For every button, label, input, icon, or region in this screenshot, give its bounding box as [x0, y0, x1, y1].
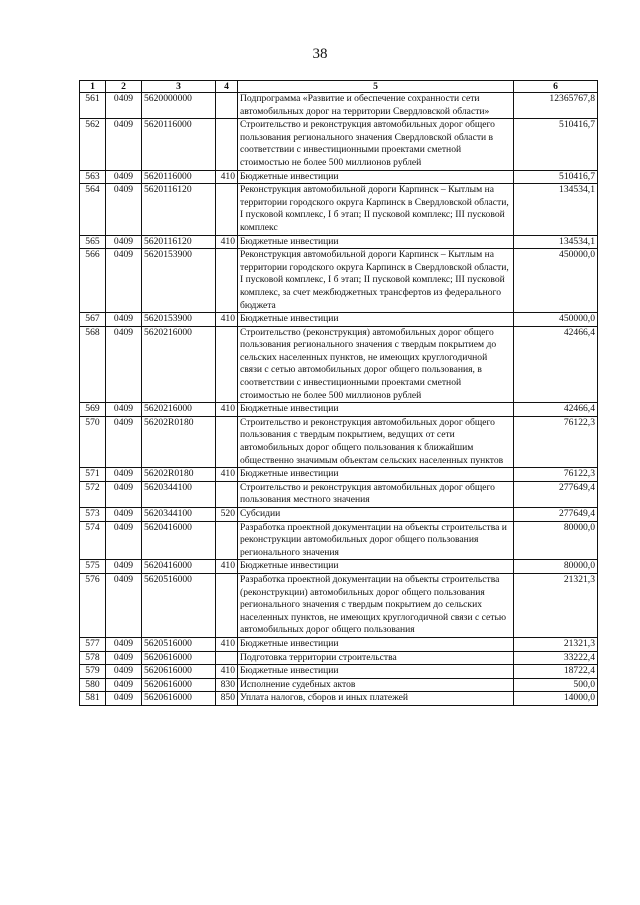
row-number-cell: 566: [80, 249, 106, 313]
target-code-cell: 5620153900: [142, 313, 216, 327]
section-code-cell: 0409: [106, 521, 142, 560]
column-header: 1: [80, 81, 106, 93]
row-number-cell: 574: [80, 521, 106, 560]
amount-cell: 76122,3: [514, 468, 598, 482]
row-number-cell: 577: [80, 637, 106, 651]
column-header: 2: [106, 81, 142, 93]
row-number-cell: 580: [80, 678, 106, 692]
expense-type-cell: [216, 416, 238, 467]
target-code-cell: 5620516000: [142, 637, 216, 651]
table-row: [80, 119, 598, 170]
table-row: [80, 235, 598, 249]
target-code-cell: 5620000000: [142, 93, 216, 119]
section-code-cell: 0409: [106, 313, 142, 327]
table-row: [80, 678, 598, 692]
item-name-cell: Субсидии: [238, 508, 514, 522]
expense-type-cell: 410: [216, 313, 238, 327]
amount-cell: 80000,0: [514, 560, 598, 574]
row-number-cell: 561: [80, 93, 106, 119]
table-row: [80, 184, 598, 235]
target-code-cell: 5620416000: [142, 560, 216, 574]
expense-type-cell: [216, 249, 238, 313]
table-row: [80, 665, 598, 679]
section-code-cell: 0409: [106, 560, 142, 574]
target-code-cell: 5620616000: [142, 651, 216, 665]
row-number-cell: 567: [80, 313, 106, 327]
table-row: [80, 416, 598, 467]
table-row: [80, 508, 598, 522]
amount-cell: 510416,7: [514, 119, 598, 170]
item-name-cell: Бюджетные инвестиции: [238, 637, 514, 651]
item-name-cell: Бюджетные инвестиции: [238, 560, 514, 574]
table-row: [80, 560, 598, 574]
target-code-cell: 5620516000: [142, 573, 216, 637]
table-row: [80, 692, 598, 706]
section-code-cell: 0409: [106, 678, 142, 692]
item-name-cell: Реконструкция автомобильной дороги Карпинск – Кытлым на территории городского округа Карпинск в Свердловской области, I пусковой комплекс, I б этап; II пусковой комплекс; III пусковой комплекс, за счет межбюджетных трансфертов из федерального бюджета: [238, 249, 514, 313]
target-code-cell: 5620416000: [142, 521, 216, 560]
target-code-cell: 5620216000: [142, 326, 216, 403]
row-number-cell: 568: [80, 326, 106, 403]
amount-cell: 18722,4: [514, 665, 598, 679]
section-code-cell: 0409: [106, 508, 142, 522]
amount-cell: 450000,0: [514, 249, 598, 313]
amount-cell: 80000,0: [514, 521, 598, 560]
row-number-cell: 579: [80, 665, 106, 679]
expense-type-cell: [216, 481, 238, 507]
expense-type-cell: 410: [216, 665, 238, 679]
item-name-cell: Бюджетные инвестиции: [238, 170, 514, 184]
table-row: [80, 249, 598, 313]
target-code-cell: 5620216000: [142, 403, 216, 417]
table-row: [80, 326, 598, 403]
item-name-cell: Подготовка территории строительства: [238, 651, 514, 665]
section-code-cell: 0409: [106, 170, 142, 184]
amount-cell: 277649,4: [514, 481, 598, 507]
table-row: [80, 637, 598, 651]
item-name-cell: Строительство и реконструкция автомобильных дорог общего пользования местного значения: [238, 481, 514, 507]
item-name-cell: Бюджетные инвестиции: [238, 403, 514, 417]
expense-type-cell: [216, 119, 238, 170]
item-name-cell: Бюджетные инвестиции: [238, 665, 514, 679]
column-header: 3: [142, 81, 216, 93]
target-code-cell: 5620116000: [142, 119, 216, 170]
amount-cell: 33222,4: [514, 651, 598, 665]
section-code-cell: 0409: [106, 249, 142, 313]
table-row: [80, 403, 598, 417]
table-row: [80, 481, 598, 507]
amount-cell: 510416,7: [514, 170, 598, 184]
target-code-cell: 5620344100: [142, 508, 216, 522]
section-code-cell: 0409: [106, 93, 142, 119]
expense-type-cell: [216, 93, 238, 119]
amount-cell: 12365767,8: [514, 93, 598, 119]
section-code-cell: 0409: [106, 637, 142, 651]
row-number-cell: 578: [80, 651, 106, 665]
item-name-cell: Разработка проектной документации на объекты строительства (реконструкции) автомобильных дорог общего пользования регионального значения с твердым покрытием до сельских населенных пунктов, не имеющих круглогодичной связи с сетью автомобильных дорог общего пользования: [238, 573, 514, 637]
row-number-cell: 571: [80, 468, 106, 482]
row-number-cell: 564: [80, 184, 106, 235]
column-header: 4: [216, 81, 238, 93]
expense-type-cell: 520: [216, 508, 238, 522]
amount-cell: 14000,0: [514, 692, 598, 706]
item-name-cell: Строительство и реконструкция автомобильных дорог общего пользования регионального значения Свердловской области в соответствии с инвестиционными проектами сметной стоимостью не более 500 миллионов рублей: [238, 119, 514, 170]
expense-type-cell: [216, 326, 238, 403]
target-code-cell: 56202R0180: [142, 468, 216, 482]
expense-type-cell: 410: [216, 170, 238, 184]
section-code-cell: 0409: [106, 416, 142, 467]
item-name-cell: Уплата налогов, сборов и иных платежей: [238, 692, 514, 706]
expense-type-cell: 410: [216, 403, 238, 417]
amount-cell: 42466,4: [514, 403, 598, 417]
expense-type-cell: [216, 573, 238, 637]
target-code-cell: 56202R0180: [142, 416, 216, 467]
row-number-cell: 575: [80, 560, 106, 574]
expense-type-cell: [216, 184, 238, 235]
amount-cell: 134534,1: [514, 235, 598, 249]
item-name-cell: Строительство и реконструкция автомобильных дорог общего пользования с твердым покрытием, ведущих от сети автомобильных дорог общего пользования к ближайшим общественно значимым объектам сельских населенных пунктов: [238, 416, 514, 467]
row-number-cell: 576: [80, 573, 106, 637]
amount-cell: 21321,3: [514, 637, 598, 651]
row-number-cell: 562: [80, 119, 106, 170]
amount-cell: 76122,3: [514, 416, 598, 467]
table-row: [80, 93, 598, 119]
budget-table: [79, 80, 598, 706]
table-row: [80, 651, 598, 665]
section-code-cell: 0409: [106, 651, 142, 665]
item-name-cell: Реконструкция автомобильной дороги Карпинск – Кытлым на территории городского округа Карпинск в Свердловской области, I пусковой комплекс, I б этап; II пусковой комплекс; III пусковой комплекс: [238, 184, 514, 235]
target-code-cell: 5620616000: [142, 665, 216, 679]
item-name-cell: Исполнение судебных актов: [238, 678, 514, 692]
row-number-cell: 573: [80, 508, 106, 522]
expense-type-cell: 410: [216, 560, 238, 574]
section-code-cell: 0409: [106, 692, 142, 706]
item-name-cell: Подпрограмма «Развитие и обеспечение сохранности сети автомобильных дорог на территории Свердловской области»: [238, 93, 514, 119]
item-name-cell: Разработка проектной документации на объекты строительства и реконструкции автомобильных дорог общего пользования регионального значения: [238, 521, 514, 560]
section-code-cell: 0409: [106, 235, 142, 249]
expense-type-cell: 410: [216, 637, 238, 651]
table-row: [80, 573, 598, 637]
target-code-cell: 5620116000: [142, 170, 216, 184]
target-code-cell: 5620153900: [142, 249, 216, 313]
item-name-cell: Строительство (реконструкция) автомобильных дорог общего пользования регионального значения с твердым покрытием до сельских населенных пунктов, не имеющих круглогодичной связи с сетью автомобильных дорог общего пользования, в соответствии с инвестиционными проектами сметной стоимостью не более 500 миллионов рублей: [238, 326, 514, 403]
section-code-cell: 0409: [106, 119, 142, 170]
expense-type-cell: 410: [216, 468, 238, 482]
row-number-cell: 570: [80, 416, 106, 467]
section-code-cell: 0409: [106, 481, 142, 507]
row-number-cell: 581: [80, 692, 106, 706]
page-number: 38: [312, 46, 328, 62]
expense-type-cell: 410: [216, 235, 238, 249]
amount-cell: 21321,3: [514, 573, 598, 637]
section-code-cell: 0409: [106, 403, 142, 417]
section-code-cell: 0409: [106, 665, 142, 679]
amount-cell: 42466,4: [514, 326, 598, 403]
amount-cell: 450000,0: [514, 313, 598, 327]
row-number-cell: 569: [80, 403, 106, 417]
table-row: [80, 468, 598, 482]
item-name-cell: Бюджетные инвестиции: [238, 468, 514, 482]
table-row: [80, 170, 598, 184]
column-header: 5: [238, 81, 514, 93]
item-name-cell: Бюджетные инвестиции: [238, 313, 514, 327]
table-row: [80, 521, 598, 560]
target-code-cell: 5620616000: [142, 678, 216, 692]
amount-cell: 134534,1: [514, 184, 598, 235]
section-code-cell: 0409: [106, 326, 142, 403]
row-number-cell: 565: [80, 235, 106, 249]
target-code-cell: 5620116120: [142, 184, 216, 235]
target-code-cell: 5620344100: [142, 481, 216, 507]
amount-cell: 500,0: [514, 678, 598, 692]
target-code-cell: 5620116120: [142, 235, 216, 249]
section-code-cell: 0409: [106, 573, 142, 637]
item-name-cell: Бюджетные инвестиции: [238, 235, 514, 249]
section-code-cell: 0409: [106, 184, 142, 235]
row-number-cell: 572: [80, 481, 106, 507]
expense-type-cell: 850: [216, 692, 238, 706]
amount-cell: 277649,4: [514, 508, 598, 522]
header-row: [80, 81, 598, 93]
target-code-cell: 5620616000: [142, 692, 216, 706]
expense-type-cell: [216, 651, 238, 665]
table-row: [80, 313, 598, 327]
column-header: 6: [514, 81, 598, 93]
row-number-cell: 563: [80, 170, 106, 184]
expense-type-cell: 830: [216, 678, 238, 692]
expense-type-cell: [216, 521, 238, 560]
section-code-cell: 0409: [106, 468, 142, 482]
